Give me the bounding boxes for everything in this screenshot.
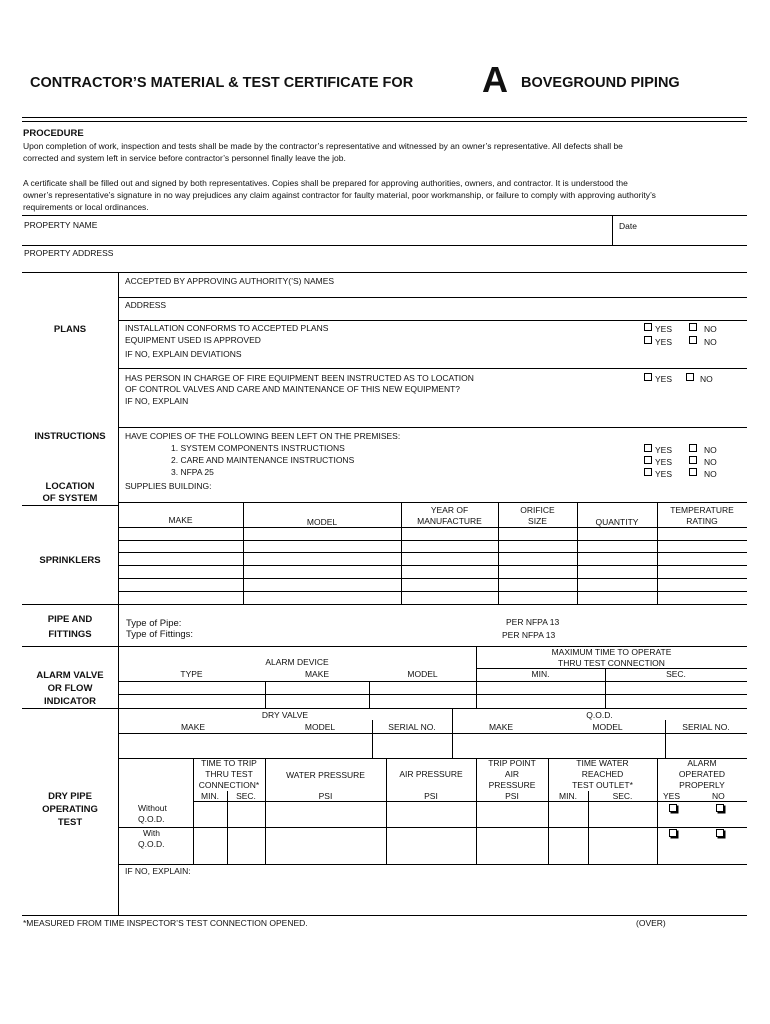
qod-model-header: MODEL (592, 722, 623, 732)
yes-label: YES (655, 469, 673, 479)
alarm-no-header: NO (712, 791, 725, 801)
checkbox-care-no[interactable] (689, 456, 697, 464)
left-rule-pipe (22, 604, 118, 605)
checkbox-without-qod-yes[interactable] (669, 804, 677, 812)
copies-item-2: 2. CARE AND MAINTENANCE INSTRUCTIONS (171, 455, 355, 465)
alarm-operated-line2: OPERATED (678, 769, 726, 779)
header-rule-bottom (22, 121, 747, 122)
yes-label: YES (655, 374, 673, 384)
time-to-trip-line2: THRU TEST (205, 769, 253, 779)
checkbox-nfpa25-yes[interactable] (644, 468, 652, 476)
water-sec-header: SEC. (612, 791, 633, 801)
rule (118, 565, 747, 566)
no-label: NO (704, 324, 717, 334)
rule (118, 320, 747, 321)
header-rule-top (22, 117, 747, 118)
checkbox-nfpa25-no[interactable] (689, 468, 697, 476)
max-time-line1: MAXIMUM TIME TO OPERATE (551, 647, 672, 657)
footer-note: *MEASURED FROM TIME INSPECTOR’S TEST CONNECTION OPENED. (23, 918, 308, 928)
checkbox-approved-yes[interactable] (644, 336, 652, 344)
checkbox-instructed-yes[interactable] (644, 373, 652, 381)
per-nfpa-pipe: PER NFPA 13 (506, 617, 560, 627)
rule (118, 827, 747, 828)
without-qod-line2: Q.O.D. (138, 814, 165, 824)
property-address-label: PROPERTY ADDRESS (24, 248, 114, 258)
instructed-explain-label: IF NO, EXPLAIN (125, 396, 189, 406)
time-to-trip-line1: TIME TO TRIP (201, 758, 257, 768)
procedure-heading: PROCEDURE (23, 128, 84, 139)
rule (118, 502, 747, 503)
alarm-model-header: MODEL (407, 669, 438, 679)
qod-label: Q.O.D. (586, 710, 613, 720)
alarm-operated-line3: PROPERLY (679, 780, 725, 790)
type-of-fittings-label: Type of Fittings: (126, 629, 194, 640)
alarm-device-label: ALARM DEVICE (265, 657, 329, 667)
section-location-line2: OF SYSTEM (42, 493, 98, 504)
trip-point-line1: TRIP POINT (488, 758, 536, 768)
sprinklers-header-orifice: ORIFICE SIZE (520, 505, 555, 526)
procedure-para1-line2: corrected and system left in service before contractor’s personnel finally leave the job. (23, 153, 346, 163)
title-part1: CONTRACTOR’S MATERIAL & TEST CERTIFICATE FOR (30, 75, 414, 91)
checkbox-instructed-no[interactable] (686, 373, 694, 381)
rule (605, 668, 606, 708)
no-label: NO (704, 445, 717, 455)
checkbox-approved-no[interactable] (689, 336, 697, 344)
dry-explain-label: IF NO, EXPLAIN: (125, 866, 191, 876)
rule (118, 604, 747, 605)
sprinklers-header-model: MODEL (306, 517, 338, 527)
section-pipe-line2: FITTINGS (48, 629, 92, 640)
air-pressure-header: AIR PRESSURE (399, 769, 463, 779)
water-min-header: MIN. (559, 791, 577, 801)
rule (118, 694, 747, 695)
procedure-para1-line1: Upon completion of work, inspection and tests shall be made by the contractor’s representative and witnessed by an owner’s representative. All defects shall be (23, 141, 623, 151)
water-psi-header: PSI (318, 791, 333, 801)
alarm-yes-header: YES (663, 791, 681, 801)
trip-point-line2: AIR (504, 769, 520, 779)
rule (118, 681, 747, 682)
sprinklers-header-make: MAKE (168, 515, 193, 525)
checkbox-without-qod-no[interactable] (716, 804, 724, 812)
alarm-type-header: TYPE (180, 669, 203, 679)
instructed-question-line2: OF CONTROL VALVES AND CARE AND MAINTENANCE OF THIS NEW EQUIPMENT? (125, 384, 461, 394)
dry-make-header: MAKE (180, 722, 206, 732)
time-water-line3: TEST OUTLET* (572, 780, 633, 790)
time-water-line1: TIME WATER (576, 758, 629, 768)
alarm-operated-line1: ALARM (687, 758, 717, 768)
date-label: Date (619, 221, 637, 231)
property-rule (22, 215, 747, 216)
qod-serial-header: SERIAL NO. (682, 722, 730, 732)
property-date-divider (612, 215, 613, 245)
water-pressure-header: WATER PRESSURE (286, 770, 365, 780)
over-label: (OVER) (636, 918, 666, 928)
section-pipe-line1: PIPE AND (47, 614, 93, 625)
equipment-approved-label: EQUIPMENT USED IS APPROVED (125, 335, 261, 345)
checkbox-with-qod-yes[interactable] (669, 829, 677, 837)
sprinklers-header-temperature: TEMPERATURE RATING (670, 505, 734, 526)
title-part2: BOVEGROUND PIPING (521, 75, 680, 91)
supplies-building-label: SUPPLIES BUILDING: (125, 481, 212, 491)
section-location-line1: LOCATION (45, 481, 95, 492)
rule (118, 591, 747, 592)
section-plans: PLANS (53, 324, 87, 335)
plans-address-label: ADDRESS (125, 300, 167, 310)
accepted-by-label: ACCEPTED BY APPROVING AUTHORITY(’S) NAMES (125, 276, 335, 286)
yes-label: YES (655, 337, 673, 347)
trip-psi-header: PSI (505, 791, 519, 801)
section-instructions: INSTRUCTIONS (34, 431, 106, 442)
qod-make-header: MAKE (488, 722, 514, 732)
dry-serial-header: SERIAL NO. (388, 722, 436, 732)
rule (118, 297, 747, 298)
checkbox-care-yes[interactable] (644, 456, 652, 464)
rule (118, 708, 747, 709)
copies-item-1: 1. SYSTEM COMPONENTS INSTRUCTIONS (171, 443, 345, 453)
alarm-sec-header: SEC. (666, 669, 686, 679)
time-water-line2: REACHED (581, 769, 624, 779)
section-alarm-line2: OR FLOW (47, 683, 93, 694)
property-name-label: PROPERTY NAME (24, 220, 98, 230)
trip-sec-header: SEC. (236, 791, 256, 801)
sprinklers-header-year: YEAR OF MANUFACTURE (417, 505, 482, 526)
checkbox-conforms-no[interactable] (689, 323, 697, 331)
section-dry-line1: DRY PIPE (48, 791, 92, 802)
rule (118, 540, 747, 541)
section-sprinklers: SPRINKLERS (39, 555, 101, 566)
rule (118, 552, 747, 553)
yes-label: YES (655, 457, 673, 467)
rule (118, 733, 747, 734)
per-nfpa-fittings: PER NFPA 13 (502, 630, 556, 640)
property-address-rule (22, 245, 747, 246)
yes-label: YES (655, 324, 673, 334)
rule (118, 427, 747, 428)
title-initial: A (482, 59, 508, 100)
alarm-min-header: MIN. (531, 669, 550, 679)
air-psi-header: PSI (424, 791, 438, 801)
left-rule-alarm (22, 646, 118, 647)
rule (118, 864, 747, 865)
section-dry-line2: OPERATING (42, 804, 98, 815)
dry-model-header: MODEL (304, 722, 336, 732)
alarm-make-header: MAKE (304, 669, 330, 679)
trip-point-line3: PRESSURE (488, 780, 536, 790)
explain-deviations-label: IF NO, EXPLAIN DEVIATIONS (125, 349, 242, 359)
type-of-pipe-label: Type of Pipe: (126, 618, 182, 629)
left-rule-dry (22, 708, 118, 709)
procedure-para2-line1: A certificate shall be filled out and signed by both representatives. Copies shall be prepared for approving authorities, owners, and contractor. It is understood the (23, 178, 628, 188)
no-label: NO (704, 457, 717, 467)
checkbox-components-no[interactable] (689, 444, 697, 452)
without-qod-line1: Without (138, 803, 167, 813)
no-label: NO (704, 337, 717, 347)
copies-item-3: 3. NFPA 25 (171, 467, 214, 477)
left-rule-sprinklers (22, 505, 118, 506)
time-to-trip-line3: CONNECTION* (198, 780, 260, 790)
procedure-para2-line3: requirements or local ordinances. (23, 202, 149, 212)
rule (118, 368, 747, 369)
section-alarm-line1: ALARM VALVE (36, 670, 104, 681)
rule (118, 578, 747, 579)
checkbox-with-qod-no[interactable] (716, 829, 724, 837)
installation-conforms-label: INSTALLATION CONFORMS TO ACCEPTED PLANS (125, 323, 329, 333)
instructed-question-line1: HAS PERSON IN CHARGE OF FIRE EQUIPMENT BEEN INSTRUCTED AS TO LOCATION (125, 373, 474, 383)
section-dry-line3: TEST (57, 817, 83, 828)
plans-top-rule (22, 272, 747, 273)
yes-label: YES (655, 445, 673, 455)
checkbox-components-yes[interactable] (644, 444, 652, 452)
no-label: NO (700, 374, 713, 384)
sprinklers-header-quantity: QUANTITY (595, 517, 639, 527)
dry-valve-label: DRY VALVE (261, 710, 309, 720)
no-label: NO (704, 469, 717, 479)
procedure-para2-line2: owner’s representative’s signature in no way prejudices any claim against contractor for faulty material, poor workmanship, or failure to comply with approving authority’s (23, 190, 656, 200)
section-alarm-line3: INDICATOR (44, 696, 96, 707)
max-time-line2: THRU TEST CONNECTION (558, 658, 665, 668)
with-qod-line2: Q.O.D. (138, 839, 165, 849)
trip-min-header: MIN. (201, 791, 219, 801)
copies-left-heading: HAVE COPIES OF THE FOLLOWING BEEN LEFT ON THE PREMISES: (125, 431, 401, 441)
with-qod-line1: With (143, 828, 160, 838)
footer-rule (22, 915, 747, 916)
checkbox-conforms-yes[interactable] (644, 323, 652, 331)
